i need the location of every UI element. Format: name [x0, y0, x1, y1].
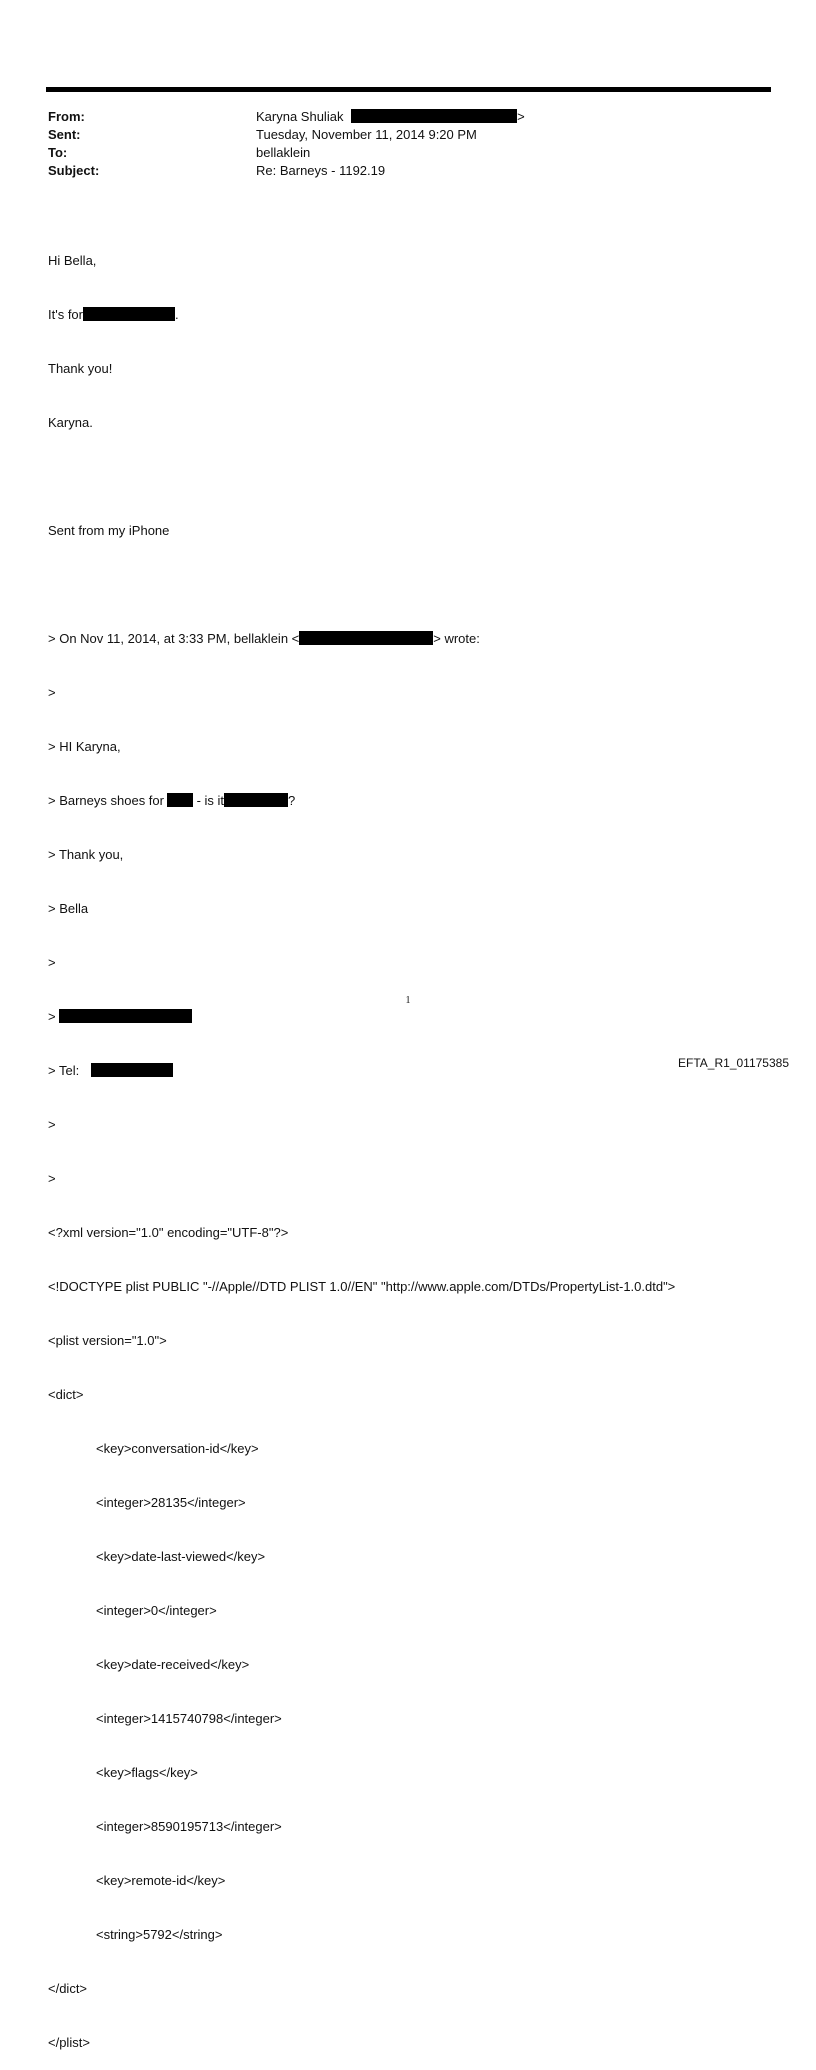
xml-line: </plist>: [48, 2035, 90, 2050]
xml-line: <integer>0</integer>: [96, 1603, 217, 1618]
quote-bella: > Bella: [48, 901, 89, 916]
quote-redacted: >: [48, 1008, 675, 1026]
quote-tel: > Tel:: [48, 1062, 675, 1080]
email-body: [48, 216, 675, 2070]
greeting: Hi Bella,: [48, 253, 97, 268]
xml-line: <?xml version="1.0" encoding="UTF-8"?>: [48, 1225, 289, 1240]
quote-header: > On Nov 11, 2014, at 3:33 PM, bellaklein < > wrote:: [48, 631, 480, 646]
quote-shoes: > Barneys shoes for - is it ?: [48, 793, 296, 808]
xml-line: <key>remote-id</key>: [96, 1873, 226, 1888]
signature: Karyna.: [48, 415, 93, 430]
redaction-block: [299, 631, 433, 645]
quote-blank: >: [48, 955, 56, 970]
xml-line: <integer>28135</integer>: [96, 1495, 246, 1510]
sent-from: Sent from my iPhone: [48, 523, 170, 538]
xml-line: <key>conversation-id</key>: [96, 1441, 259, 1456]
xml-line: <plist version="1.0">: [48, 1333, 167, 1348]
email-header: [48, 108, 525, 180]
from-label: From:: [48, 109, 85, 124]
from-row: [48, 108, 525, 126]
redaction-block: [91, 1063, 173, 1077]
bates-number: EFTA_R1_01175385: [678, 1056, 789, 1070]
quote-blank: >: [48, 1171, 56, 1186]
quote-thanks: > Thank you,: [48, 847, 124, 862]
from-name: Karyna Shuliak: [256, 109, 344, 124]
to-label: To:: [48, 145, 68, 160]
redaction-block: [167, 793, 193, 807]
to-value: bellaklein: [256, 145, 311, 160]
its-for-line: It's for .: [48, 307, 179, 322]
redaction-block: [351, 109, 517, 123]
thanks-line: Thank you!: [48, 361, 113, 376]
sent-label: Sent:: [48, 127, 81, 142]
xml-line: <!DOCTYPE plist PUBLIC "-//Apple//DTD PLIST 1.0//EN" "http://www.apple.com/DTDs/PropertyList-1.0.dtd">: [48, 1279, 676, 1294]
subject-value: Re: Barneys - 1192.19: [256, 163, 386, 178]
xml-line: <dict>: [48, 1387, 84, 1402]
to-row: [48, 144, 525, 162]
xml-line: <integer>1415740798</integer>: [96, 1711, 282, 1726]
redaction-block: [224, 793, 288, 807]
subject-row: [48, 162, 525, 180]
redaction-block: [83, 307, 175, 321]
quote-hi: > HI Karyna,: [48, 739, 121, 754]
sent-value: Tuesday, November 11, 2014 9:20 PM: [256, 127, 477, 142]
page-number: 1: [405, 995, 411, 1006]
redaction-block: [59, 1009, 192, 1023]
xml-line: <integer>8590195713</integer>: [96, 1819, 282, 1834]
sent-row: [48, 126, 525, 144]
header-rule: [46, 87, 771, 92]
xml-line: <key>date-last-viewed</key>: [96, 1549, 266, 1564]
xml-line: <key>date-received</key>: [96, 1657, 250, 1672]
xml-line: </dict>: [48, 1981, 88, 1996]
from-suffix: >: [517, 109, 525, 124]
quote-blank: >: [48, 685, 56, 700]
subject-label: Subject:: [48, 163, 100, 178]
xml-line: <key>flags</key>: [96, 1765, 198, 1780]
xml-line: <string>5792</string>: [96, 1927, 223, 1942]
quote-blank: >: [48, 1117, 56, 1132]
